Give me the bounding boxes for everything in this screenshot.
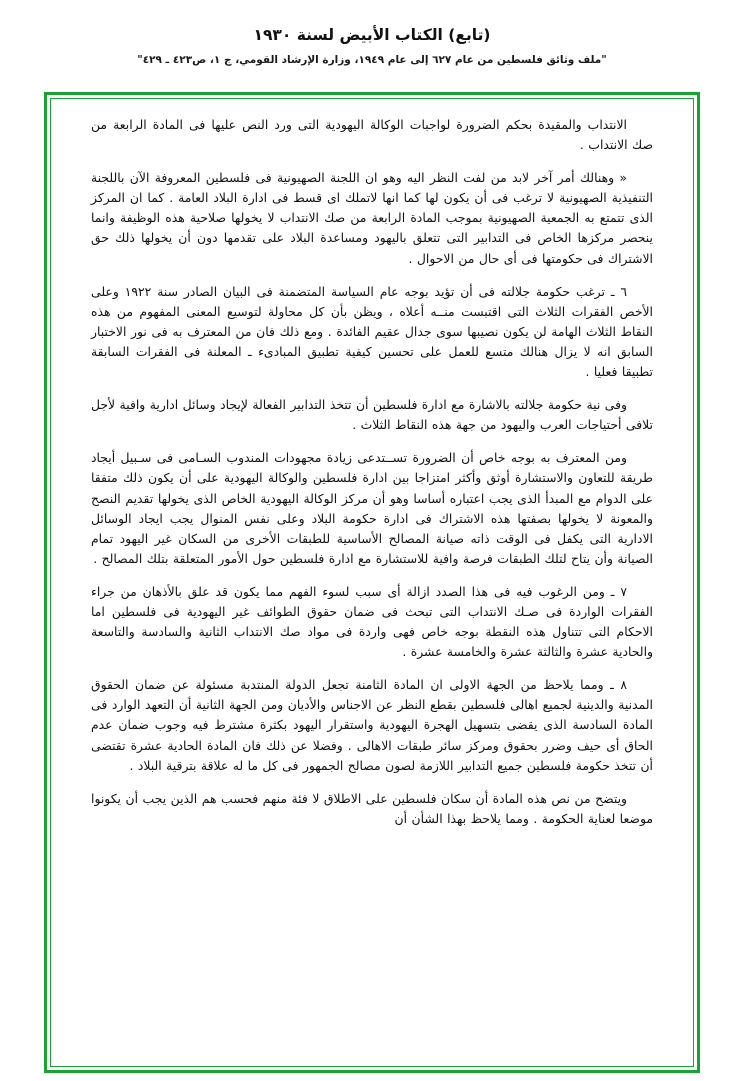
page-subtitle-source: "ملف وثائق فلسطين من عام ٦٢٧ إلى عام ١٩٤٩، وزارة الإرشاد القومي، ج ١، ص٤٢٣ ـ ٤٢٩" [137,54,607,66]
paragraph: « وهنالك أمر آخر لابد من لفت النظر اليه وهو ان اللجنة الصهيونية فى فلسطين المعروفة الآن باللجنة التنفيذية الصهيونية لا ترغب فى أن يكون لها كما انها لاتملك اى قسط فى ادارة البلاد العامة . كما ان المركز الذى تتمتع به الجمعية الصهيونية بموجب المادة الرابعة من صك الانتداب لا يخولها صلاحية هذه الوظيفة وانما ينحصر مركزها الخاص فى التدابير التى تتعلق باليهود ومساعدة البلاد على تقدمها دون أن يخولها ذلك حق الاشتراك فى حكومتها فى أى حال من الاحوال . [91,170,653,266]
page-title: (تابع) الكتاب الأبيض لسنة ١٩٣٠ [253,26,491,44]
paragraph: الانتداب والمقيدة بحكم الضرورة لواجبات الوكالة اليهودية التى ورد النص عليها فى المادة الرابعة من صك الانتداب . [91,117,653,153]
paragraph: ٧ ـ ومن الرغوب فيه فى هذا الصدد ازالة أى سبب لسوء الفهم مما يكون قد علق بالأذهان من جراء الفقرات الواردة فى صـك الانتداب التى تبحث فى ضمان حقوق الطوائف غير اليهودية فى فلسطين اما الاحكام التى تتناول هذه النقطة بوجه خاص فهى واردة فى مواد صك الانتداب الثانية والسادسة والتاسعة والحادية عشرة والثالثة عشرة والخامسة عشرة . [91,583,653,660]
frame-inner-border [50,98,694,1067]
paragraph: ٨ ـ ومما يلاحظ من الجهة الاولى ان المادة الثامنة تجعل الدولة المنتدبة مسئولة عن ضمان الحقوق المدنية والدينية لجميع اهالى فلسطين بقطع النظر عن الاجناس والأديان ومن الجهة الثانية أن التعهد الوارد فى المادة السادسة الذى يقضى بتسهيل الهجرة اليهودية واستقرار اليهود بكثرة مشترط فيه وجوب ضمان عدم الحاق أى حيف وضرر بحقوق ومركز سائر طبقات الاهالى . وفضلا عن ذلك فان المادة الحادية عشرة تقتضى أن تتخذ حكومة فلسطين جميع التدابير اللازمة لصون مصالح الجمهور فى كل ما له علاقة بترقية البلاد . [91,677,653,773]
page-header [0,0,744,66]
paragraph: ٦ ـ ترغب حكومة جلالته فى أن تؤيد بوجه عام السياسة المتضمنة فى البيان الصادر سنة ١٩٢٢ وعلى الأخص الفقرات الثلاث التى اقتبست منــه أعلاه ، ويظن بأن كل محاولة لتوسيع المعنى المفهوم من هذه النقاط الثلاث الهامة لن يكون نصيبها سوى جدال عقيم الفائدة . ومع ذلك فان من المعترف به فى نور الاختبار السابق انه لا يزال هنالك متسع للعمل على تحسين كيفية تطبيق المبادىء ـ المعلنة فى الفقرات السابقة تطبيقا فعليا . [91,283,653,380]
document-body [51,99,693,837]
green-border-frame [44,92,700,1073]
paragraph: وفى نية حكومة جلالته بالاشارة مع ادارة فلسطين أن تتخذ التدابير الفعالة لإيجاد وسائل ادارية وافية لأجل تلافى أحتياجات العرب واليهود من جهة هذه النقاط الثلاث . [91,397,653,433]
paragraph: ومن المعترف به بوجه خاص أن الضرورة تســتدعى زيادة مجهودات المندوب السـامى فى سـبيل أيجاد طريقة للتعاون والاستشارة أوثق وأكثر امتزاجا بين ادارة فلسطين والوكالة اليهودية على أن يكون ذلك متفقا على الدوام مع المبدأ الذى يجب اعتباره أساسا وهو أن مركز الوكالة اليهودية الخاص الذى يخولها تقديم النصح والمعونة لا يخولها بصفتها هذه الاشتراك فى ادارة حكومة البلاد وعلى نفس المنوال يجب ايجاد الوسائل الادارية التى يكفل فى الوقت ذاته صيانة المصالح الأساسية للطبقات الأخرى من السكان غير اليهود تمام الصيانة وأن يتاح لتلك الطبقات فرصة وافية للاستشارة مع ادارة فلسطين حول الأمور المتعلقة بتلك المصالح . [91,450,653,566]
paragraph: ويتضح من نص هذه المادة أن سكان فلسطين على الاطلاق لا فئة منهم فحسب هم الذين يجب أن يكونوا موضعا لعناية الحكومة . ومما يلاحظ بهذا الشأن أن [91,790,653,826]
